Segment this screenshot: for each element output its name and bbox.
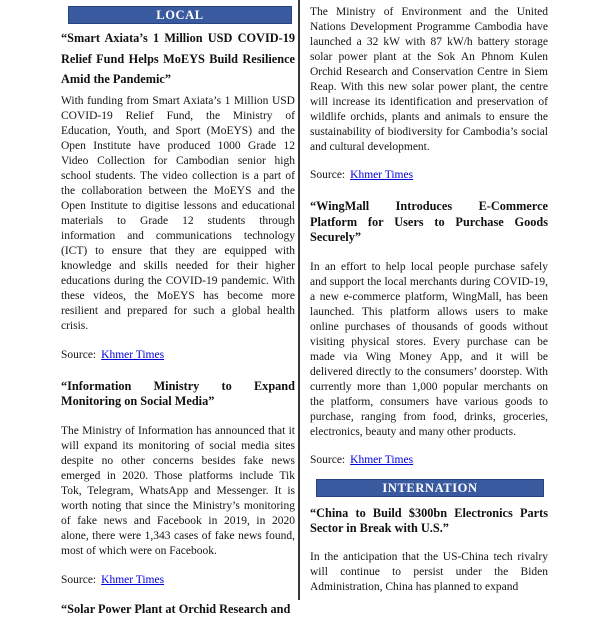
section-banner-internation: INTERNATION — [316, 479, 544, 497]
source-link-khmer-times[interactable]: Khmer Times — [101, 349, 164, 361]
left-column — [61, 0, 295, 617]
article-body-solar-power-continued: The Ministry of Environment and the United Nations Development Programme Cambodia have launched a 32 kW with 87 kW/h battery storage solar power plant at the Sok An Phnom Kulen Orchid Research and Conservation Centre in Siem Reap. With this new solar power plant, the centre will increase its identification and preservation of wildlife orchids, plants and animals to ensure the sustainability of biodiversity for Cambodia’s social and cultural development. — [310, 5, 548, 155]
source-link-khmer-times[interactable]: Khmer Times — [101, 574, 164, 586]
article-headline-solar-power-clipped: “Solar Power Plant at Orchid Research and — [61, 602, 295, 617]
source-label: Source: — [310, 169, 345, 181]
article-body-smart-axiata: With funding from Smart Axiata’s 1 Million USD COVID-19 Relief Fund, the Ministry of Education, Youth, and Sport (MoEYS) and the Open Institute have produced 1000 Grade 12 Video Collection for Cambodian senior high school students. The video collection is a part of the collaboration between the MoEYS and the Open Institute to digitise lessons and educational materials to Grade 12 students through information and communications technology (ICT) to ensure that they are equipped with knowledge and skills needed for their higher educations during the COVID-19 pandemic. With these videos, the MoEYS has become more resilient and prepared for such a global health crisis. — [61, 94, 295, 334]
source-label: Source: — [61, 349, 96, 361]
source-line — [310, 453, 548, 468]
source-link-khmer-times[interactable]: Khmer Times — [350, 454, 413, 466]
article-body-china-electronics-clipped: In the anticipation that the US-China tech rivalry will continue to persist under the Biden Administration, China has planned to expand — [310, 550, 548, 595]
column-divider-line — [298, 0, 300, 600]
article-body-information-ministry: The Ministry of Information has announced that it will expand its monitoring of social media sites despite no other concerns besides fake news emerged in 2020. Those platforms include Tik Tok, Telegram, WhatsApp and Messenger. It is worth noting that since the Ministry’s monitoring of fake news and Facebook in 2019, in 2020 alone, there were 1,343 cases of fake news found, most of which were on Facebook. — [61, 424, 295, 559]
right-column — [310, 0, 548, 595]
article-body-wingmall: In an effort to help local people purchase safely and support the local merchants during COVID-19, a new e-commerce platform, WingMall, has been launched. This platform allows users to make online purchases of thousands of goods without visiting physical stores. Every purchase can be made via Wing Money App, and it will be delivered directly to the consumers’ doorstep. With currently more than 1,000 popular merchants on the platform, consumers have various goods to purchase, ranging from food, drinks, groceries, electronics, beauty and many other products. — [310, 260, 548, 440]
source-label: Source: — [61, 574, 96, 586]
article-headline-information-ministry: “Information Ministry to Expand Monitoring on Social Media” — [61, 379, 295, 410]
source-line — [61, 348, 295, 363]
source-link-khmer-times[interactable]: Khmer Times — [350, 169, 413, 181]
article-headline-smart-axiata: “Smart Axiata’s 1 Million USD COVID-19 Relief Fund Helps MoEYS Build Resilience Amid the Pandemic” — [61, 28, 295, 90]
source-line — [310, 168, 548, 183]
source-line — [61, 573, 295, 588]
article-headline-china-electronics: “China to Build $300bn Electronics Parts Sector in Break with U.S.” — [310, 506, 548, 537]
source-label: Source: — [310, 454, 345, 466]
article-headline-wingmall: “WingMall Introduces E-Commerce Platform for Users to Purchase Goods Securely” — [310, 199, 548, 246]
section-banner-local: LOCAL — [68, 6, 292, 24]
